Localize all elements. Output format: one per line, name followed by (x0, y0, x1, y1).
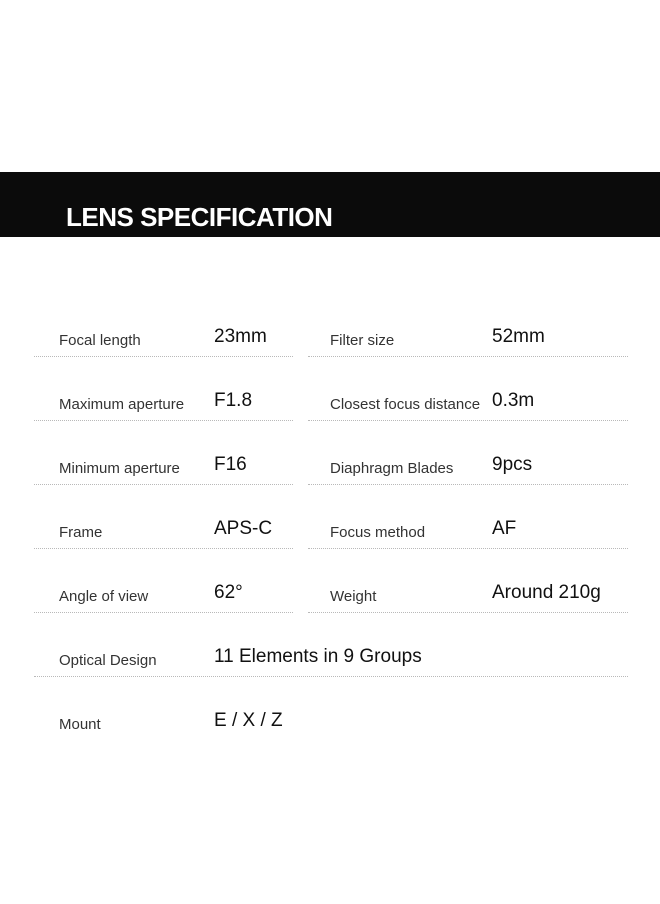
spec-cell-weight (308, 570, 628, 613)
page-title: LENS SPECIFICATION (66, 202, 333, 232)
spec-row-optical-design (0, 634, 660, 698)
spec-cell-focus-method (308, 506, 628, 549)
spec-value: F1.8 (214, 390, 253, 411)
spec-label: Closest focus distance (330, 396, 481, 413)
spec-value: E / X / Z (214, 710, 283, 731)
spec-label: Minimum aperture (59, 460, 180, 477)
spec-cell-angle-of-view (34, 570, 293, 613)
spec-label: Frame (59, 524, 103, 541)
spec-row-angle-weight (0, 570, 660, 634)
spec-row-focal-length (0, 314, 660, 378)
spec-value: Around 210g (492, 582, 601, 603)
spec-cell-filter-size (308, 314, 628, 357)
spec-cell-focal-length (34, 314, 293, 357)
spec-value: 62° (214, 582, 243, 603)
spec-row-aperture (0, 378, 660, 442)
spec-value: AF (492, 518, 517, 539)
spec-value: APS-C (214, 518, 273, 539)
spec-value: 0.3m (492, 390, 535, 411)
spec-value: 23mm (214, 326, 267, 347)
spec-row-frame (0, 506, 660, 570)
spec-label: Angle of view (59, 588, 149, 605)
spec-label: Weight (330, 588, 377, 605)
spec-cell-minimum-aperture (34, 442, 293, 485)
spec-label: Maximum aperture (59, 396, 185, 413)
spec-value: 9pcs (492, 454, 533, 475)
spec-cell-diaphragm-blades (308, 442, 628, 485)
spec-value: 52mm (492, 326, 545, 347)
spec-value: 11 Elements in 9 Groups (214, 646, 422, 667)
spec-cell-closest-focus-distance (308, 378, 628, 421)
spec-label: Optical Design (59, 652, 157, 669)
spec-row-minimum-aperture (0, 442, 660, 506)
spec-cell-mount (34, 698, 628, 740)
spec-label: Filter size (330, 332, 395, 349)
spec-cell-optical-design (34, 634, 628, 677)
spec-row-mount (0, 698, 660, 762)
spec-cell-frame (34, 506, 293, 549)
spec-label: Mount (59, 716, 101, 733)
spec-label: Focus method (330, 524, 426, 541)
spec-label: Focal length (59, 332, 141, 349)
spec-value: F16 (214, 454, 247, 475)
spec-cell-maximum-aperture (34, 378, 293, 421)
spec-label: Diaphragm Blades (330, 460, 454, 477)
